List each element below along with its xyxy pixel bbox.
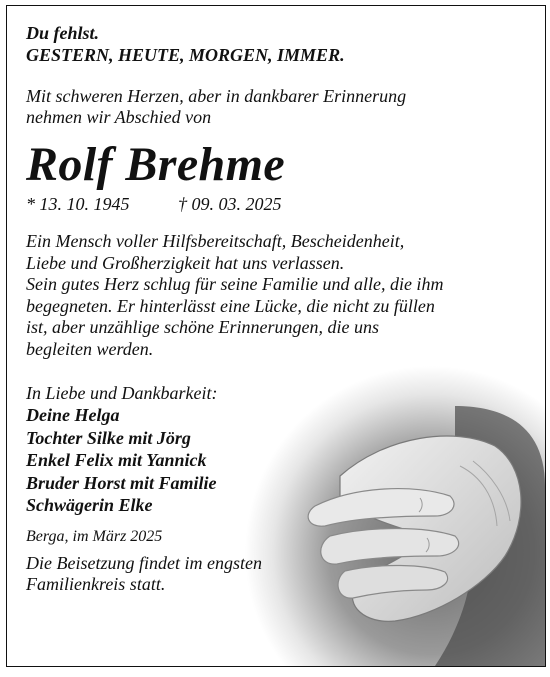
intro-line-2: nehmen wir Abschied von <box>26 107 212 127</box>
motto-line-1: Du fehlst. <box>26 23 100 43</box>
tribute-line: begegneten. Er hinterlässt eine Lücke, die nicht zu füllen <box>26 295 435 316</box>
tribute-line: Sein gutes Herz schlug für seine Familie und alle, die ihm <box>26 274 444 294</box>
mourner: Enkel Felix mit Yannick <box>26 450 207 470</box>
tribute-line: ist, aber unzählige schöne Erinnerungen, die uns <box>26 317 379 337</box>
funeral-line-1: Die Beisetzung findet im engsten <box>26 552 262 573</box>
motto-line-2: GESTERN, HEUTE, MORGEN, IMMER. <box>26 45 345 65</box>
tribute-line: begleiten werden. <box>26 338 154 359</box>
obituary-card <box>6 5 546 667</box>
place-date: Berga, im März 2025 <box>26 527 163 545</box>
tribute-text <box>26 231 526 360</box>
tribute-line: Ein Mensch voller Hilfsbereitschaft, Bescheidenheit, <box>26 231 405 251</box>
death-date: † 09. 03. 2025 <box>178 194 282 214</box>
birth-date: * 13. 10. 1945 <box>26 194 130 214</box>
mourners-list <box>26 404 545 517</box>
life-dates <box>26 193 545 215</box>
intro-line-1: Mit schweren Herzen, aber in dankbarer Erinnerung <box>26 86 407 106</box>
intro <box>26 86 545 128</box>
mourner: Schwägerin Elke <box>26 495 153 515</box>
deceased-name: Rolf Brehme <box>26 138 286 191</box>
signoff: In Liebe und Dankbarkeit: <box>26 383 218 403</box>
funeral-note <box>26 553 356 595</box>
tribute-line: Liebe und Großherzigkeit hat uns verlassen. <box>26 252 345 273</box>
mourner: Tochter Silke mit Jörg <box>26 427 191 448</box>
mourner: Bruder Horst mit Familie <box>26 472 217 493</box>
motto <box>26 22 545 66</box>
obituary-text <box>7 6 545 595</box>
funeral-line-2: Familienkreis statt. <box>26 573 166 594</box>
mourner: Deine Helga <box>26 405 120 425</box>
